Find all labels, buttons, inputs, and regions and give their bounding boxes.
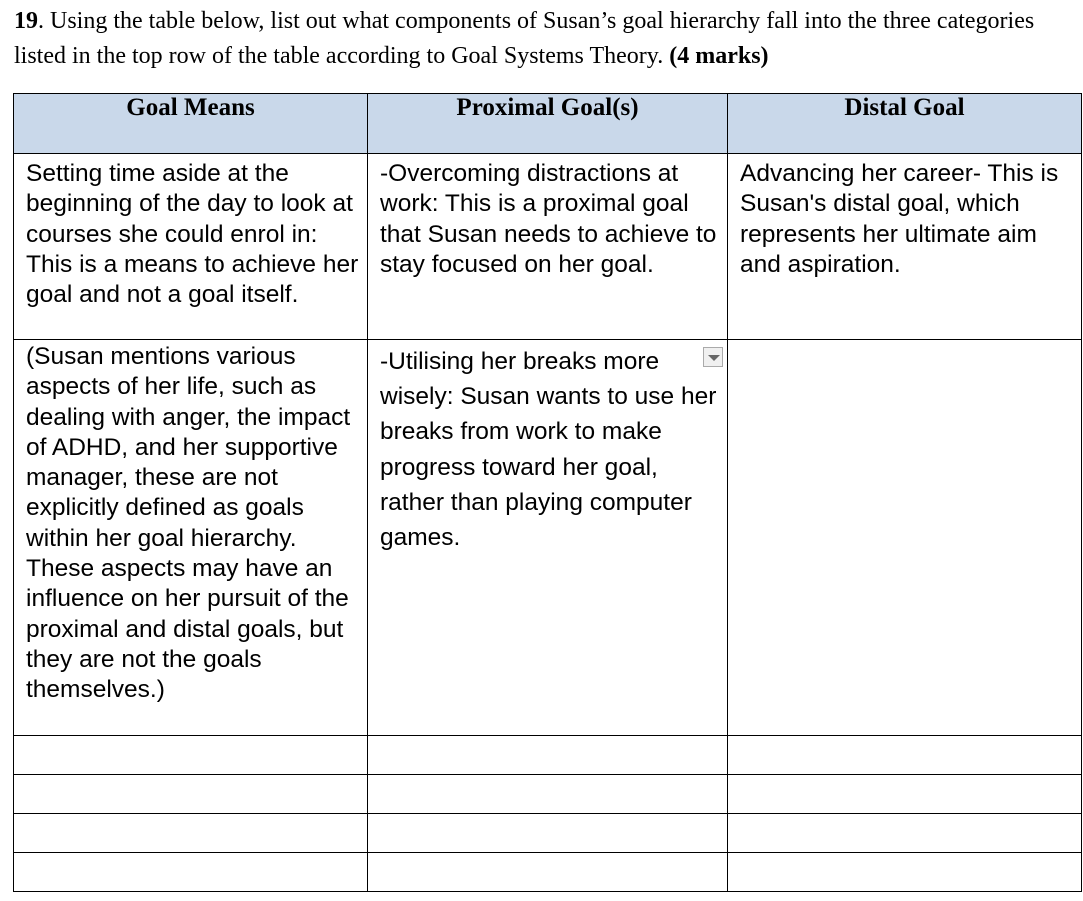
goal-hierarchy-table	[13, 93, 1082, 892]
question-text	[14, 4, 1074, 74]
table-cell[interactable]	[14, 154, 368, 340]
cell-text	[728, 340, 1081, 345]
table-row-empty	[14, 775, 1082, 814]
table-cell[interactable]	[728, 814, 1082, 853]
table-cell[interactable]	[14, 775, 368, 814]
table-cell[interactable]	[728, 340, 1082, 736]
header-goal-means: Goal Means	[14, 94, 368, 154]
table-cell[interactable]	[728, 736, 1082, 775]
cell-text: -Overcoming distractions at work: This is a proximal goal that Susan needs to achieve to stay focused on her goal.	[380, 160, 717, 278]
cell-text: Setting time aside at the beginning of the day to look at courses she could enrol in: This is a means to achieve her goal and not a goal itself.	[26, 160, 359, 309]
table-cell[interactable]	[368, 853, 728, 892]
question-body: . Using the table below, list out what components of Susan’s goal hierarchy fall into the three categories listed in the top row of the table according to Goal Systems Theory.	[14, 8, 1035, 69]
cell-text-wrap	[368, 340, 727, 555]
table-row-empty	[14, 853, 1082, 892]
header-proximal-goals: Proximal Goal(s)	[368, 94, 728, 154]
table-row	[14, 154, 1082, 340]
header-row	[14, 94, 1082, 154]
table-cell[interactable]	[368, 736, 728, 775]
table-cell[interactable]	[368, 154, 728, 340]
table-cell[interactable]	[728, 775, 1082, 814]
header-distal-goal: Distal Goal	[728, 94, 1082, 154]
dropdown-arrow-icon[interactable]	[703, 347, 723, 367]
cell-text: (Susan mentions various aspects of her life, such as dealing with anger, the impact of ADHD, and her supportive manager, these are not explicitly defined as goals within her goal hierarchy. These aspects may have an influence on her pursuit of the proximal and distal goals, but they are not the goals themselves.)	[26, 343, 351, 704]
table-cell[interactable]	[368, 775, 728, 814]
table-cell[interactable]	[728, 853, 1082, 892]
table-row-empty	[14, 736, 1082, 775]
table-row	[14, 340, 1082, 736]
table-row-empty	[14, 814, 1082, 853]
table-cell[interactable]	[368, 814, 728, 853]
question-marks: (4 marks)	[669, 43, 769, 69]
table-cell[interactable]	[728, 154, 1082, 340]
table-cell[interactable]	[14, 340, 368, 736]
table-cell[interactable]	[368, 340, 728, 736]
question-number: 19	[14, 8, 38, 34]
cell-text: -Utilising her breaks more wisely: Susan wants to use her breaks from work to make progress toward her goal, rather than playing computer games.	[380, 348, 717, 552]
cell-text: Advancing her career- This is Susan's distal goal, which represents her ultimate aim and aspiration.	[740, 160, 1059, 278]
table-cell[interactable]	[14, 853, 368, 892]
table-cell[interactable]	[14, 736, 368, 775]
table-cell[interactable]	[14, 814, 368, 853]
